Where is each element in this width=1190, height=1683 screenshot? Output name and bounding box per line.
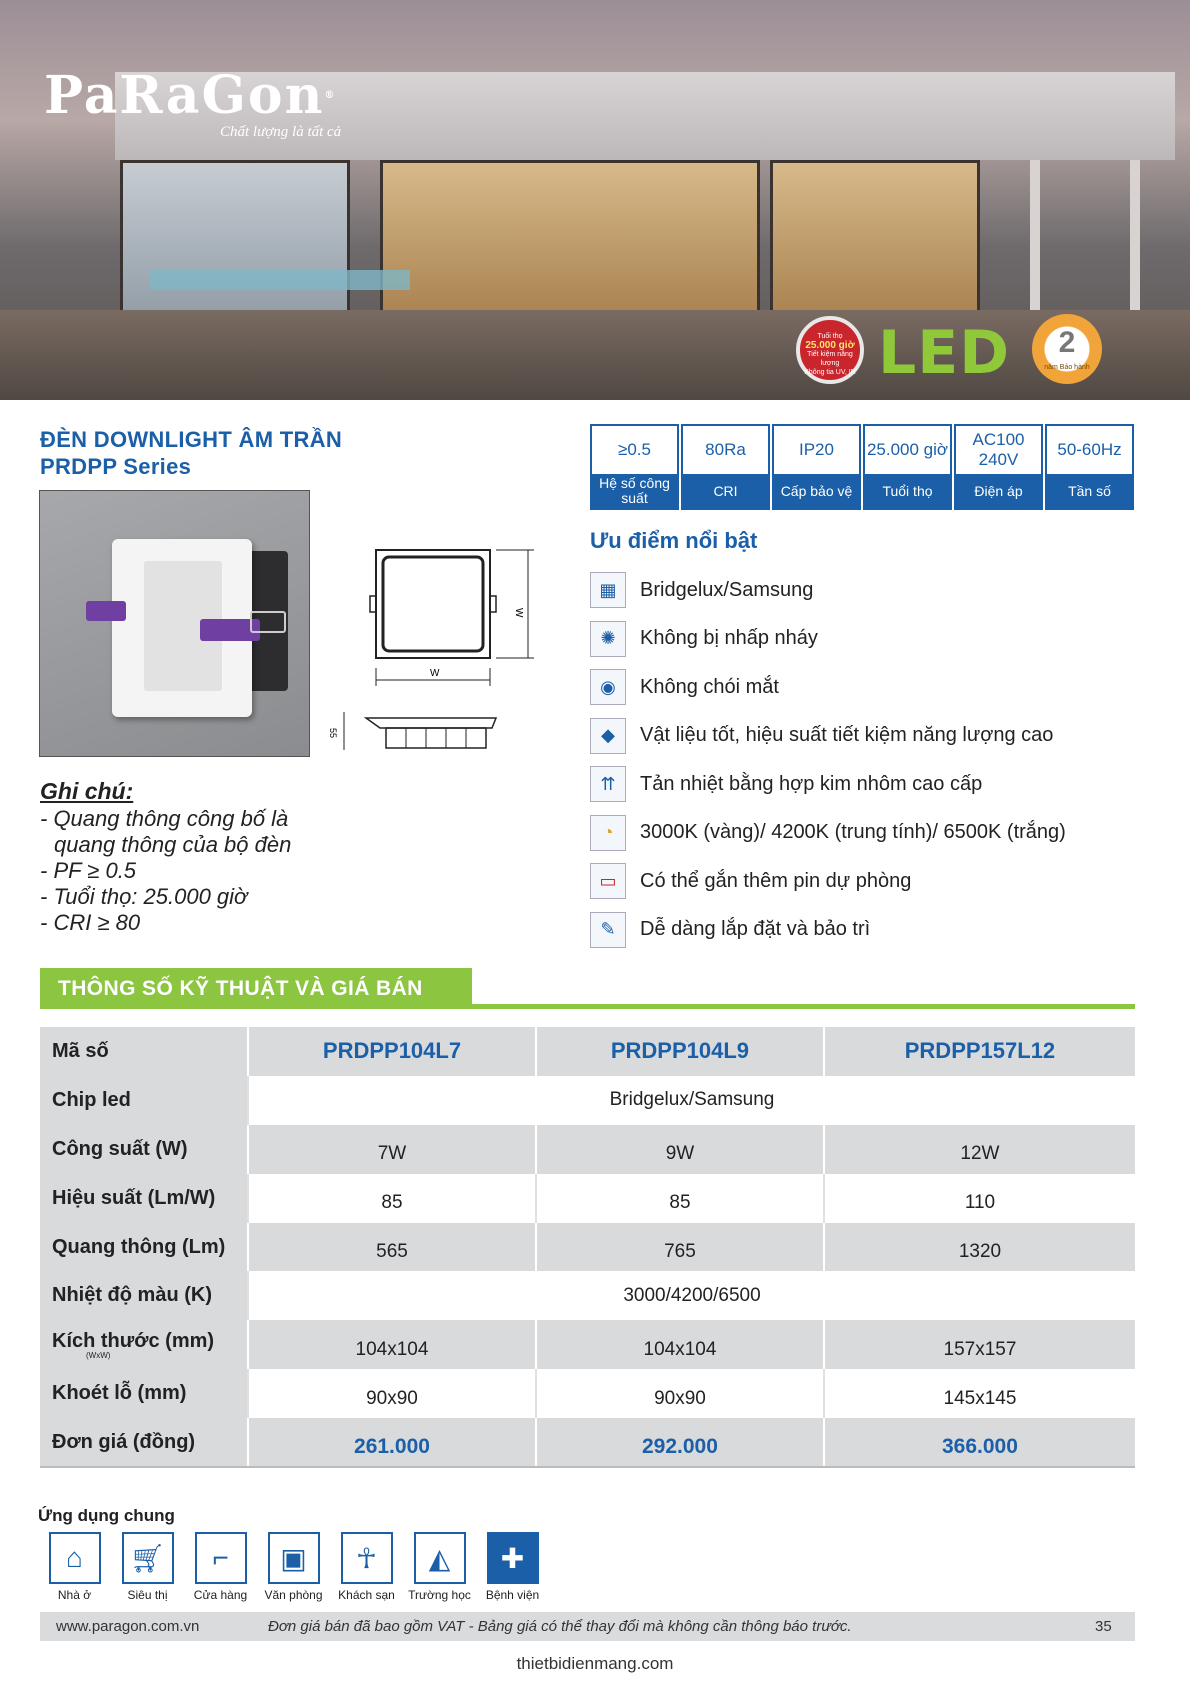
application-label: Văn phòng bbox=[264, 1588, 323, 1602]
diamond-icon: ◆ bbox=[590, 718, 626, 754]
application-label: Trường học bbox=[408, 1588, 471, 1602]
table-row bbox=[40, 1027, 1135, 1076]
seal-line3: Không tia UV, IR bbox=[804, 369, 856, 376]
table-cell: 9W bbox=[536, 1125, 824, 1174]
brand-slogan: Chất lượng là tất cả bbox=[220, 124, 342, 140]
spring-clip bbox=[250, 611, 286, 633]
registered-mark: ® bbox=[324, 90, 337, 101]
row-label: Khoét lỗ (mm) bbox=[40, 1369, 248, 1418]
table-cell: 90x90 bbox=[248, 1369, 536, 1418]
spec-value: ≥0.5 bbox=[618, 440, 651, 459]
row-label: Chip led bbox=[40, 1076, 248, 1125]
footer-website[interactable]: www.paragon.com.vn bbox=[56, 1618, 200, 1635]
price-cell: 366.000 bbox=[824, 1418, 1135, 1467]
watermark-url: thietbidienmang.com bbox=[516, 1654, 674, 1673]
footer-note: Đơn giá bán đã bao gồm VAT - Bảng giá có thể thay đổi mà không cần thông báo trước. bbox=[268, 1618, 852, 1635]
spec-label: Tuổi thọ bbox=[865, 474, 950, 508]
table-row bbox=[40, 1369, 1135, 1418]
pool bbox=[150, 270, 410, 290]
spec-value: 50-60Hz bbox=[1057, 440, 1122, 459]
product-series: PRDPP Series bbox=[40, 454, 192, 479]
advantage-item bbox=[590, 760, 1066, 809]
product-title: ĐÈN DOWNLIGHT ÂM TRẦN bbox=[40, 427, 343, 452]
advantage-item bbox=[590, 906, 1066, 955]
warranty-years: 2 bbox=[1058, 326, 1076, 359]
merged-cell: 3000/4200/6500 bbox=[248, 1271, 1135, 1320]
advantage-text: Vật liệu tốt, hiệu suất tiết kiệm năng lượng cao bbox=[640, 724, 1054, 747]
advantage-text: Không bị nhấp nháy bbox=[640, 627, 818, 650]
application-label: Bệnh viện bbox=[485, 1588, 540, 1602]
led-logo: LED bbox=[878, 318, 1011, 388]
row-sublabel: (WxW) bbox=[86, 1350, 111, 1360]
row-label: Quang thông (Lm) bbox=[40, 1223, 248, 1272]
dimension-drawing bbox=[328, 540, 536, 760]
table-cell: 157x157 bbox=[824, 1320, 1135, 1369]
row-label: Mã số bbox=[40, 1027, 248, 1076]
window bbox=[770, 160, 980, 330]
spec-value: AC100 240V bbox=[972, 430, 1025, 469]
spec-label: Điện áp bbox=[956, 474, 1041, 508]
emergency-battery-icon: ▭ bbox=[590, 863, 626, 899]
application-item bbox=[476, 1532, 549, 1602]
spec-label: CRI bbox=[683, 474, 768, 508]
table-cell: 85 bbox=[536, 1174, 824, 1223]
section-header bbox=[40, 968, 1135, 1009]
advantage-item bbox=[590, 566, 1066, 615]
high-heel-icon: ⌐ bbox=[195, 1532, 247, 1584]
table-row bbox=[40, 1125, 1135, 1174]
window bbox=[380, 160, 760, 330]
row-label-with-sub bbox=[40, 1320, 248, 1369]
price-cell: 261.000 bbox=[248, 1418, 536, 1467]
advantage-item bbox=[590, 857, 1066, 906]
spec-lifetime bbox=[863, 424, 952, 510]
note-line: - PF ≥ 0.5 bbox=[40, 858, 137, 883]
application-item bbox=[257, 1532, 330, 1602]
spec-cri bbox=[681, 424, 770, 510]
advantage-text: Có thể gắn thêm pin dự phòng bbox=[640, 869, 912, 892]
color-temperature-icon: ◔ bbox=[590, 815, 626, 851]
hotel-icon: ☥ bbox=[341, 1532, 393, 1584]
row-label: Công suất (W) bbox=[40, 1125, 248, 1174]
applications-list bbox=[38, 1532, 549, 1602]
application-item bbox=[184, 1532, 257, 1602]
table-row bbox=[40, 1418, 1135, 1467]
spec-boxes bbox=[590, 424, 1134, 510]
product-photo bbox=[39, 490, 310, 757]
table-cell: 1320 bbox=[824, 1223, 1135, 1272]
spec-label: Cấp bảo vệ bbox=[774, 474, 859, 508]
paragon-logo bbox=[44, 65, 342, 141]
merged-cell: Bridgelux/Samsung bbox=[248, 1076, 1135, 1125]
house-icon: ⌂ bbox=[49, 1532, 101, 1584]
warranty-text: năm Bảo hành bbox=[1044, 364, 1090, 371]
shopping-cart-icon: 🛒︎ bbox=[122, 1532, 174, 1584]
advantage-text: Dễ dàng lắp đặt và bảo trì bbox=[640, 918, 871, 941]
table-cell: 104x104 bbox=[536, 1320, 824, 1369]
row-label: Đơn giá (đồng) bbox=[40, 1418, 248, 1467]
table-cell: 565 bbox=[248, 1223, 536, 1272]
application-label: Nhà ở bbox=[57, 1588, 92, 1602]
model-code: PRDPP104L9 bbox=[536, 1027, 824, 1076]
table-row bbox=[40, 1320, 1135, 1369]
application-item bbox=[38, 1532, 111, 1602]
table-cell: 110 bbox=[824, 1174, 1135, 1223]
table-cell: 7W bbox=[248, 1125, 536, 1174]
footer-bar bbox=[40, 1612, 1135, 1641]
table-row bbox=[40, 1223, 1135, 1272]
seal-line2: Tiết kiệm năng lượng bbox=[807, 351, 853, 367]
note-line: - Tuổi thọ: 25.000 giờ bbox=[40, 884, 248, 909]
advantages-title: Ưu điểm nổi bật bbox=[590, 528, 758, 553]
width-dimension-label: W bbox=[430, 668, 440, 679]
spec-power-factor bbox=[590, 424, 679, 510]
table-cell: 85 bbox=[248, 1174, 536, 1223]
chip-icon: ▦ bbox=[590, 572, 626, 608]
application-label: Cửa hàng bbox=[193, 1588, 248, 1602]
spec-label: Hệ số công suất bbox=[592, 474, 677, 508]
application-item bbox=[330, 1532, 403, 1602]
mount-clip bbox=[86, 601, 126, 621]
spec-value: 80Ra bbox=[705, 440, 746, 459]
lifetime-seal bbox=[796, 316, 864, 384]
table-row bbox=[40, 1271, 1135, 1320]
table-cell: 90x90 bbox=[536, 1369, 824, 1418]
spec-value: IP20 bbox=[799, 440, 834, 459]
warranty-badge bbox=[1032, 314, 1102, 384]
row-label: Nhiệt độ màu (K) bbox=[40, 1271, 248, 1320]
spec-voltage bbox=[954, 424, 1043, 510]
spec-ip-rating bbox=[772, 424, 861, 510]
note-line: quang thông của bộ đèn bbox=[54, 832, 292, 857]
section-title: THÔNG SỐ KỸ THUẬT VÀ GIÁ BÁN bbox=[40, 968, 472, 1009]
application-label: Siêu thị bbox=[127, 1588, 168, 1602]
row-label: Kích thước (mm) bbox=[52, 1329, 215, 1352]
no-flicker-icon: ✺ bbox=[590, 621, 626, 657]
page-number: 35 bbox=[1095, 1618, 1112, 1635]
advantage-text: Bridgelux/Samsung bbox=[640, 578, 814, 601]
notes-heading: Ghi chú: bbox=[40, 778, 134, 804]
advantage-item bbox=[590, 663, 1066, 712]
office-computer-icon: ▣ bbox=[268, 1532, 320, 1584]
table-cell: 104x104 bbox=[248, 1320, 536, 1369]
notes-block bbox=[40, 778, 291, 936]
table-cell: 765 bbox=[536, 1223, 824, 1272]
advantage-item bbox=[590, 809, 1066, 858]
brand-name: PaRaGon bbox=[44, 65, 325, 126]
spec-frequency bbox=[1045, 424, 1134, 510]
application-label: Khách sạn bbox=[338, 1588, 395, 1602]
terrace-floor bbox=[0, 310, 1190, 400]
advantage-text: Không chói mắt bbox=[640, 675, 779, 698]
model-code: PRDPP104L7 bbox=[248, 1027, 536, 1076]
row-label: Hiệu suất (Lm/W) bbox=[40, 1174, 248, 1223]
applications-title: Ứng dụng chung bbox=[38, 1506, 175, 1525]
seal-hours: 25.000 giờ bbox=[805, 340, 855, 351]
heat-sink-icon: ⇈ bbox=[590, 766, 626, 802]
note-line: - Quang thông công bố là bbox=[40, 806, 289, 831]
advantage-text: 3000K (vàng)/ 4200K (trung tính)/ 6500K (trắng) bbox=[640, 821, 1066, 844]
spec-value: 25.000 giờ bbox=[866, 440, 949, 459]
spec-label: Tần số bbox=[1047, 474, 1132, 508]
height-dimension-label: 55 bbox=[328, 728, 338, 739]
advantage-text: Tản nhiệt bằng hợp kim nhôm cao cấp bbox=[640, 772, 983, 795]
advantages-list bbox=[590, 566, 1066, 954]
application-item bbox=[111, 1532, 184, 1602]
product-title-block bbox=[40, 426, 342, 480]
application-item bbox=[403, 1532, 476, 1602]
seal-line1: Tuổi thọ bbox=[817, 333, 843, 340]
graduation-cap-icon: ◭ bbox=[414, 1532, 466, 1584]
tools-icon: ✎ bbox=[590, 912, 626, 948]
advantage-item bbox=[590, 615, 1066, 664]
window bbox=[120, 160, 350, 330]
hero-banner bbox=[0, 0, 1190, 400]
model-code: PRDPP157L12 bbox=[824, 1027, 1135, 1076]
spec-price-table bbox=[40, 1027, 1135, 1468]
note-line: - CRI ≥ 80 bbox=[40, 910, 141, 935]
advantage-item bbox=[590, 712, 1066, 761]
table-cell: 12W bbox=[824, 1125, 1135, 1174]
price-cell: 292.000 bbox=[536, 1418, 824, 1467]
table-row bbox=[40, 1076, 1135, 1125]
depth-dimension-label: W bbox=[513, 608, 524, 618]
table-row bbox=[40, 1174, 1135, 1223]
eye-icon: ◉ bbox=[590, 669, 626, 705]
table-cell: 145x145 bbox=[824, 1369, 1135, 1418]
hospital-cross-icon: ✚ bbox=[487, 1532, 539, 1584]
